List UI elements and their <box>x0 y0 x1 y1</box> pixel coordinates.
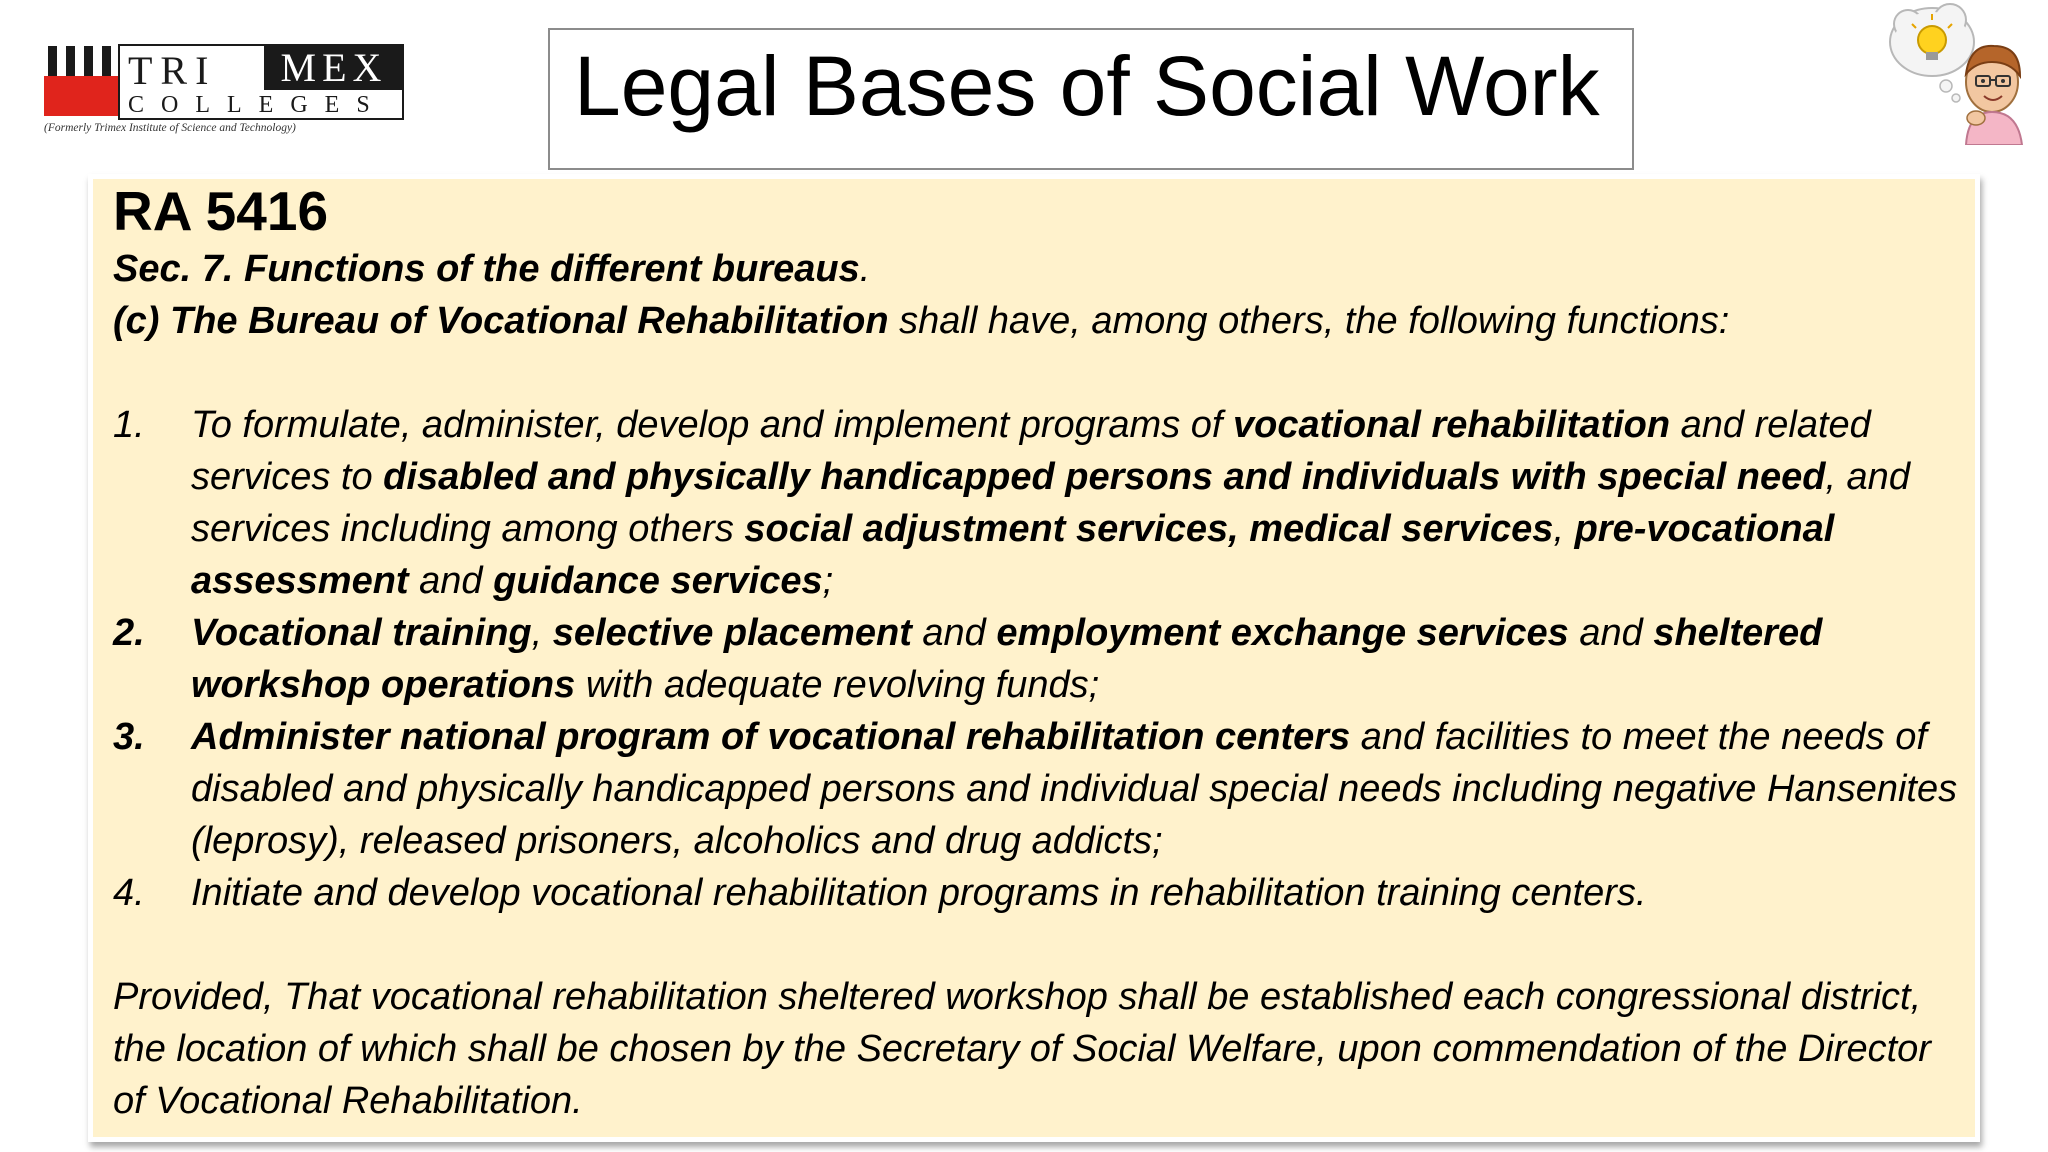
proviso-paragraph: Provided, That vocational rehabilitation sheltered workshop shall be established each congressional district, the location of which shall be chosen by the Secretary of Social Welfare, upon commendation of the Director of Vocational Rehabilitation. <box>113 976 1931 1122</box>
list-item-text: and <box>1568 612 1654 654</box>
list-item-number: 3. <box>113 716 145 758</box>
logo-former-name: (Formerly Trimex Institute of Science and Technology) <box>44 122 296 134</box>
list-item-number: 2. <box>113 612 145 654</box>
intro-bureau: (c) The Bureau of Vocational Rehabilitation <box>113 300 889 342</box>
list-item-emphasis: Administer national program of vocational rehabilitation centers <box>191 716 1351 758</box>
list-item-emphasis: selective placement <box>552 612 912 654</box>
functions-list <box>113 399 1963 919</box>
list-item <box>113 607 1963 711</box>
law-heading: RA 5416 <box>113 180 329 242</box>
list-item-emphasis: Vocational training <box>191 612 532 654</box>
trimex-building-icon <box>44 46 118 116</box>
list-item-text: To formulate, administer, develop and implement programs of <box>191 404 1234 446</box>
list-item-emphasis: employment exchange services <box>996 612 1569 654</box>
list-item-number: 4. <box>113 872 145 914</box>
section-line <box>113 243 1963 295</box>
list-item <box>113 399 1963 607</box>
list-item-text: Initiate and develop vocational rehabilitation programs in rehabilitation training centers. <box>191 872 1647 914</box>
list-item <box>113 711 1963 867</box>
list-item-text: and <box>911 612 997 654</box>
list-item-emphasis: pre-vocational assessment <box>191 508 1835 602</box>
list-item-emphasis: vocational rehabilitation <box>1233 404 1671 446</box>
list-item-emphasis: sheltered workshop operations <box>191 612 1823 706</box>
intro-tail: shall have, among others, the following functions: <box>888 300 1730 342</box>
intro-line <box>113 295 1963 347</box>
section-tail: . <box>859 248 871 290</box>
list-item-text: and facilities to meet the needs of disabled and physically handicapped persons and individual special needs including negative Hansenites (leprosy), released prisoners, alcoholics and drug addicts; <box>191 716 1958 862</box>
list-item-emphasis: guidance services <box>493 560 823 602</box>
logo-wordmark <box>118 44 404 120</box>
list-item-text: and related services to <box>191 404 1871 498</box>
list-item-number: 1. <box>113 404 145 446</box>
list-item-text: , <box>531 612 553 654</box>
list-item-text: and <box>408 560 494 602</box>
logo-subtitle: COLLEGES <box>128 92 387 118</box>
content-body <box>113 179 1963 1127</box>
trimex-logo <box>44 44 406 140</box>
list-item-text: ; <box>822 560 834 602</box>
logo-brand-left: TRI <box>128 48 217 93</box>
list-item-emphasis: social adjustment services, medical services <box>744 508 1554 550</box>
logo-brand-right: MEX <box>264 46 404 90</box>
title-box <box>548 28 1634 170</box>
list-item-text: , <box>1553 508 1575 550</box>
list-item-text: , and services including among others <box>191 456 1910 550</box>
thinking-lightbulb-avatar-icon <box>1880 0 2030 145</box>
section-title: Sec. 7. Functions of the different bureaus <box>113 248 860 290</box>
slide-title: Legal Bases of Social Work <box>574 39 1600 133</box>
list-item-emphasis: disabled and physically handicapped persons and individuals with special need <box>383 456 1826 498</box>
list-item <box>113 867 1963 919</box>
content-panel <box>88 174 1980 1142</box>
list-item-text: with adequate revolving funds; <box>575 664 1100 706</box>
